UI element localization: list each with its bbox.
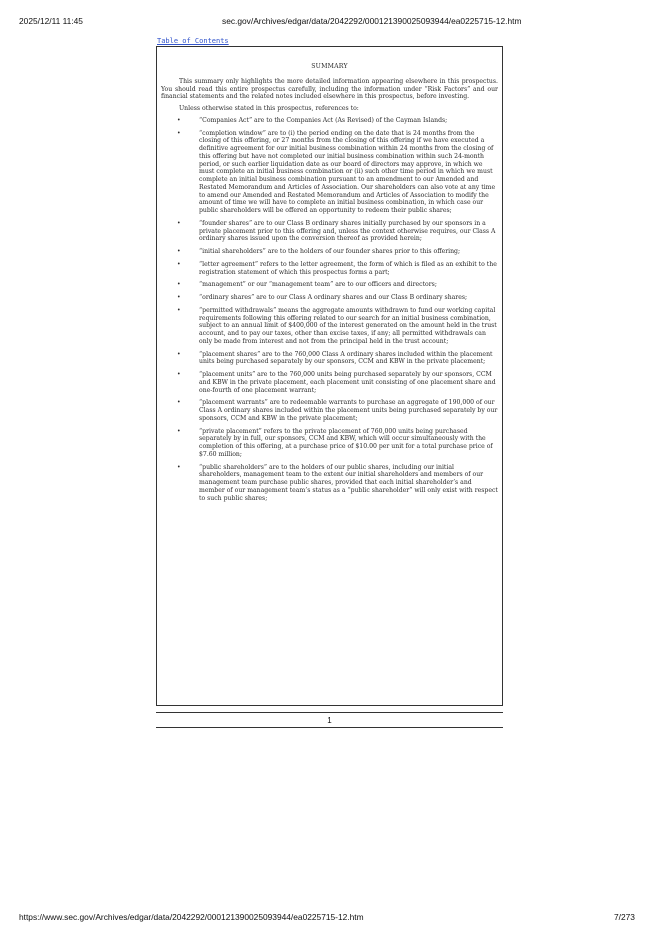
definition-text: “Companies Act” are to the Companies Act (As Revised) of the Cayman Islands; [199,116,448,124]
bullet-icon: • [177,260,181,268]
print-footer-url: https://www.sec.gov/Archives/edgar/data/2042292/000121390025093944/ea0225715-12.htm [19,912,364,922]
bullet-icon: • [177,294,181,301]
definition-item [161,399,498,422]
definition-item [161,220,498,243]
definition-item [161,117,498,125]
definition-text: “placement units” are to the 760,000 units being purchased separately by our sponsors, CCM and KBW in the private placement, each placement unit consisting of one placement share and one-fourth of one placement warrant; [199,371,496,394]
bullet-icon: • [177,129,181,137]
definition-text: “completion window” are to (i) the period ending on the date that is 24 months from the closing of this offering, or 27 months from the closing of this offering if we have executed a definitive agreement for our initial business combination within 24 months from the closing of this offering but have not completed our initial business combination within such 24-month period, or such earlier liquidation date as our board of directors may approve, in which we must complete an initial business combination or (ii) such other time period in which we must complete an initial business combination pursuant to an amendment to our Amended and Restated Memorandum and Articles of Association. Our shareholders can also vote at any time to amend our Amended and Restated Memorandum and Articles of Association to modify the amount of time we will have to complete an initial business combination, in which case our public shareholders will be offered an opportunity to redeem their public shares; [199,129,496,214]
definition-item [161,261,498,277]
document-body [161,63,498,507]
footer-divider-bottom [156,727,503,728]
lead-paragraph: Unless otherwise stated in this prospectus, references to: [179,105,359,112]
definition-text: “placement warrants” are to redeemable warrants to purchase an aggregate of 190,000 of our Class A ordinary shares included within the placement units being purchased separately by our sponsors, CCM and KBW in the private placement; [199,399,498,422]
definition-text: “initial shareholders” are to the holders of our founder shares prior to this offering; [199,248,461,255]
document-page-number: 1 [327,716,332,725]
definition-text: “letter agreement” refers to the letter agreement, the form of which is filed as an exhibit to the registration statement of which this prospectus forms a part; [199,260,497,276]
definition-item [161,371,498,394]
definition-text: “permitted withdrawals” means the aggregate amounts withdrawn to fund our working capital requirements following this offering related to our search for an initial business combination, subject to an annual limit of $400,000 of the interest generated on the amount held in the trust account, and to pay our taxes, other than excise taxes, if any; all permitted withdrawals can only be made from interest and not from the principal held in the trust account; [199,306,497,345]
definition-text: “placement shares” are to the 760,000 Class A ordinary shares included within the placement units being purchased separately by our sponsors, CCM and KBW in the private placement; [199,350,493,366]
bullet-icon: • [177,219,181,227]
definition-text: “private placement” refers to the private placement of 760,000 units being purchased separately by in full, our sponsors, CCM and KBW, which will occur simultaneously with the completion of this offering, at a purchase price of $10.00 per unit for a total purchase price of $7.60 million; [199,427,493,458]
bullet-icon: • [177,463,181,471]
bullet-icon: • [177,427,181,435]
definition-text: “founder shares” are to our Class B ordinary shares initially purchased by our sponsors in a private placement prior to this offering and, unless the context otherwise requires, our Class A ordinary shares issued upon the conversion thereof as provided herein; [199,219,496,243]
bullet-icon: • [177,306,181,314]
definition-item [161,351,498,367]
definition-item [161,248,498,256]
bullet-icon: • [177,350,181,358]
bullet-icon: • [177,281,181,289]
definition-item [161,428,498,459]
definition-item [161,294,498,302]
section-title: SUMMARY [311,63,348,70]
footer-divider [156,712,503,713]
definitions-list [161,117,498,503]
definition-item [161,464,498,503]
bullet-icon: • [177,116,181,124]
definition-text: “ordinary shares” are to our Class A ordinary shares and our Class B ordinary shares; [199,294,468,301]
print-header-url: sec.gov/Archives/edgar/data/2042292/000121390025093944/ea0225715-12.htm [222,16,522,26]
definition-text: “public shareholders” are to the holders of our public shares, including our initial shareholders, management team to the extent our initial shareholders and members of our management team purchase public shares, provided that each initial shareholder’s and member of our management team’s status as a “public shareholder” will only exist with respect to such public shares; [199,463,498,502]
bullet-icon: • [177,248,181,255]
bullet-icon: • [177,371,181,378]
definition-item [161,307,498,346]
document-frame [156,46,503,706]
intro-paragraph: This summary only highlights the more detailed information appearing elsewhere in this prospectus. You should read this entire prospectus carefully, including the information under “Risk Factors” and our financial statements and the related notes included elsewhere in this prospectus, before investing. [161,77,498,101]
table-of-contents-link[interactable]: Table of Contents [157,37,229,45]
definition-item [161,281,498,289]
bullet-icon: • [177,399,181,407]
print-timestamp: 2025/12/11 11:45 [19,16,83,26]
print-page-counter: 7/273 [614,912,635,922]
definition-text: “management” or our “management team” are to our officers and directors; [199,281,437,289]
definition-item [161,130,498,215]
